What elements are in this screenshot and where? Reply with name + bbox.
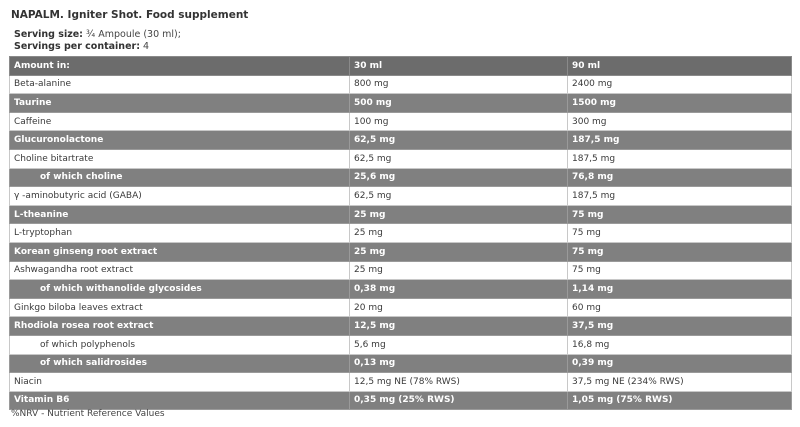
amount-90ml-cell: 37,5 mg NE (234% RWS) bbox=[568, 373, 792, 392]
ingredient-name-cell: Taurine bbox=[10, 94, 350, 113]
amount-30ml-cell: 0,13 mg bbox=[350, 354, 568, 373]
table-row bbox=[10, 112, 792, 131]
amount-30ml-cell: 0,35 mg (25% RWS) bbox=[350, 391, 568, 410]
ingredient-name-cell: of which salidrosides bbox=[10, 354, 350, 373]
table-row bbox=[10, 131, 792, 150]
table-row bbox=[10, 298, 792, 317]
footnote: %NRV - Nutrient Reference Values bbox=[11, 409, 165, 419]
table-row bbox=[10, 391, 792, 410]
table-row bbox=[10, 261, 792, 280]
nutrition-table-body bbox=[10, 57, 792, 410]
amount-30ml-cell: 25 mg bbox=[350, 205, 568, 224]
amount-30ml-cell: 12,5 mg bbox=[350, 317, 568, 336]
ingredient-name-cell: Beta-alanine bbox=[10, 75, 350, 94]
table-header-row bbox=[10, 57, 792, 76]
header-30ml: 30 ml bbox=[350, 57, 568, 76]
amount-90ml-cell: 16,8 mg bbox=[568, 335, 792, 354]
amount-90ml-cell: 1,14 mg bbox=[568, 280, 792, 299]
header-90ml: 90 ml bbox=[568, 57, 792, 76]
amount-30ml-cell: 12,5 mg NE (78% RWS) bbox=[350, 373, 568, 392]
table-row bbox=[10, 149, 792, 168]
amount-90ml-cell: 75 mg bbox=[568, 261, 792, 280]
table-row bbox=[10, 168, 792, 187]
table-row bbox=[10, 187, 792, 206]
ingredient-name-cell: Ginkgo biloba leaves extract bbox=[10, 298, 350, 317]
ingredient-name-cell: Glucuronolactone bbox=[10, 131, 350, 150]
ingredient-name-cell: of which choline bbox=[10, 168, 350, 187]
table-row bbox=[10, 335, 792, 354]
serving-info bbox=[14, 29, 181, 53]
amount-90ml-cell: 75 mg bbox=[568, 224, 792, 243]
nutrition-table bbox=[9, 56, 792, 410]
amount-90ml-cell: 187,5 mg bbox=[568, 187, 792, 206]
amount-30ml-cell: 25 mg bbox=[350, 224, 568, 243]
amount-90ml-cell: 0,39 mg bbox=[568, 354, 792, 373]
ingredient-name-cell: γ -aminobutyric acid (GABA) bbox=[10, 187, 350, 206]
ingredient-name-cell: L-tryptophan bbox=[10, 224, 350, 243]
amount-30ml-cell: 25 mg bbox=[350, 242, 568, 261]
amount-90ml-cell: 37,5 mg bbox=[568, 317, 792, 336]
table-row bbox=[10, 354, 792, 373]
serving-size-line bbox=[14, 29, 181, 41]
ingredient-name-cell: Ashwagandha root extract bbox=[10, 261, 350, 280]
amount-30ml-cell: 5,6 mg bbox=[350, 335, 568, 354]
ingredient-name-cell: Vitamin B6 bbox=[10, 391, 350, 410]
servings-per-container-line bbox=[14, 41, 181, 53]
amount-30ml-cell: 25 mg bbox=[350, 261, 568, 280]
amount-30ml-cell: 500 mg bbox=[350, 94, 568, 113]
amount-90ml-cell: 75 mg bbox=[568, 205, 792, 224]
amount-30ml-cell: 0,38 mg bbox=[350, 280, 568, 299]
header-amount-in: Amount in: bbox=[10, 57, 350, 76]
servings-per-container-value: 4 bbox=[140, 41, 150, 52]
amount-90ml-cell: 1,05 mg (75% RWS) bbox=[568, 391, 792, 410]
ingredient-name-cell: L-theanine bbox=[10, 205, 350, 224]
amount-90ml-cell: 1500 mg bbox=[568, 94, 792, 113]
ingredient-name-cell: Rhodiola rosea root extract bbox=[10, 317, 350, 336]
table-row bbox=[10, 205, 792, 224]
amount-90ml-cell: 187,5 mg bbox=[568, 131, 792, 150]
amount-30ml-cell: 800 mg bbox=[350, 75, 568, 94]
table-row bbox=[10, 75, 792, 94]
servings-per-container-label: Servings per container: bbox=[14, 41, 141, 52]
table-row bbox=[10, 94, 792, 113]
serving-size-label: Serving size: bbox=[14, 29, 83, 40]
amount-30ml-cell: 62,5 mg bbox=[350, 131, 568, 150]
ingredient-name-cell: of which withanolide glycosides bbox=[10, 280, 350, 299]
amount-30ml-cell: 62,5 mg bbox=[350, 187, 568, 206]
amount-90ml-cell: 2400 mg bbox=[568, 75, 792, 94]
page-title: NAPALM. Igniter Shot. Food supplement bbox=[11, 9, 249, 21]
table-row bbox=[10, 373, 792, 392]
amount-30ml-cell: 62,5 mg bbox=[350, 149, 568, 168]
table-row bbox=[10, 242, 792, 261]
amount-90ml-cell: 60 mg bbox=[568, 298, 792, 317]
amount-90ml-cell: 300 mg bbox=[568, 112, 792, 131]
amount-90ml-cell: 75 mg bbox=[568, 242, 792, 261]
serving-size-value: ¾ Ampoule (30 ml); bbox=[82, 29, 181, 40]
amount-30ml-cell: 25,6 mg bbox=[350, 168, 568, 187]
amount-30ml-cell: 100 mg bbox=[350, 112, 568, 131]
ingredient-name-cell: of which polyphenols bbox=[10, 335, 350, 354]
amount-90ml-cell: 76,8 mg bbox=[568, 168, 792, 187]
amount-90ml-cell: 187,5 mg bbox=[568, 149, 792, 168]
ingredient-name-cell: Caffeine bbox=[10, 112, 350, 131]
ingredient-name-cell: Korean ginseng root extract bbox=[10, 242, 350, 261]
table-row bbox=[10, 280, 792, 299]
table-row bbox=[10, 224, 792, 243]
ingredient-name-cell: Choline bitartrate bbox=[10, 149, 350, 168]
table-row bbox=[10, 317, 792, 336]
amount-30ml-cell: 20 mg bbox=[350, 298, 568, 317]
ingredient-name-cell: Niacin bbox=[10, 373, 350, 392]
